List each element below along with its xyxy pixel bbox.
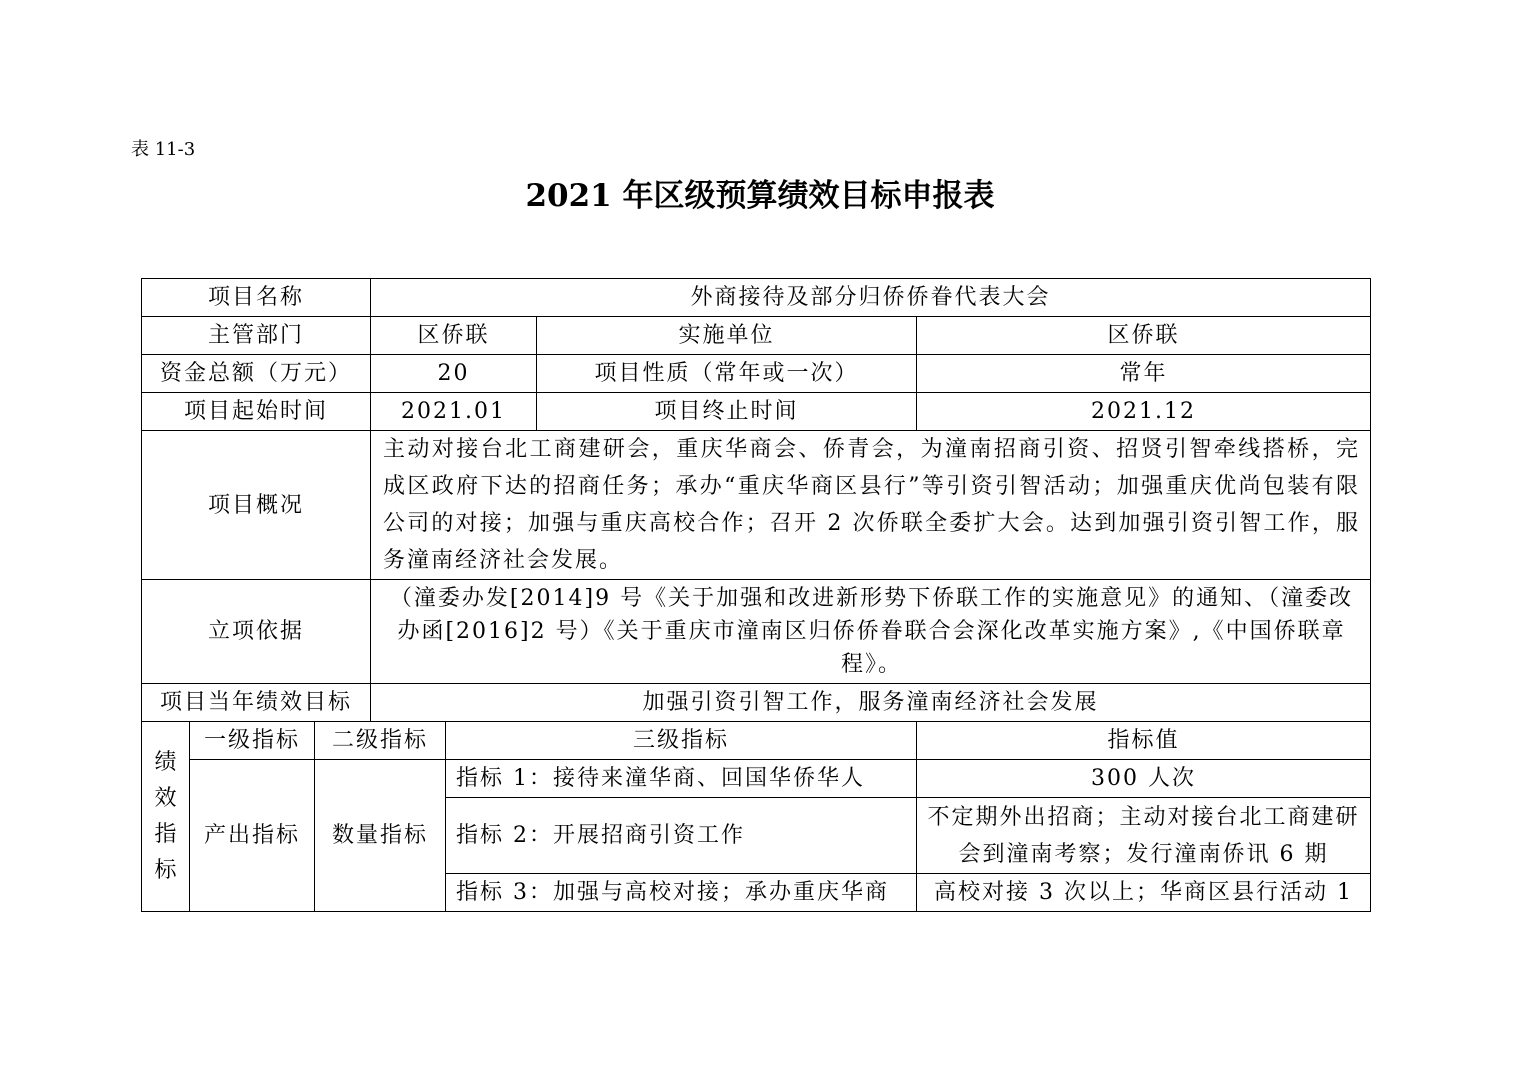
project-name-label: 项目名称 (142, 279, 371, 317)
row-dates (142, 393, 1371, 431)
indicator-value-header: 指标值 (917, 722, 1371, 760)
row-indicator-headers (142, 722, 1371, 760)
indicator-3-value: 高校对接 3 次以上；华商区县行活动 1 (917, 874, 1371, 912)
indicator-1-value: 300 人次 (917, 760, 1371, 798)
performance-indicators-text: 绩效指标 (154, 749, 177, 883)
level1-header: 一级指标 (190, 722, 315, 760)
end-date-value: 2021.12 (917, 393, 1371, 431)
level2-quantity: 数量指标 (315, 760, 446, 912)
indicator-1-name: 指标 1：接待来潼华商、回国华侨华人 (446, 760, 917, 798)
end-date-label: 项目终止时间 (537, 393, 917, 431)
project-nature-label: 项目性质（常年或一次） (537, 355, 917, 393)
implementing-unit-value: 区侨联 (917, 317, 1371, 355)
implementing-unit-label: 实施单位 (537, 317, 917, 355)
overview-label: 项目概况 (142, 431, 371, 580)
funds-total-value: 20 (371, 355, 537, 393)
indicator-2-name: 指标 2：开展招商引资工作 (446, 798, 917, 874)
annual-goal-label: 项目当年绩效目标 (142, 684, 371, 722)
start-date-label: 项目起始时间 (142, 393, 371, 431)
row-overview (142, 431, 1371, 580)
indicator-row (142, 760, 1371, 798)
row-basis (142, 580, 1371, 684)
document-title: 2021 年区级预算绩效目标申报表 (525, 178, 995, 214)
basis-value: （潼委办发[2014]9 号《关于加强和改进新形势下侨联工作的实施意见》的通知、（潼委改办函[2016]2 号）《关于重庆市潼南区归侨侨眷联合会深化改革实施方案》,《中国侨联章程》。 (371, 580, 1371, 684)
basis-label: 立项依据 (142, 580, 371, 684)
level2-header: 二级指标 (315, 722, 446, 760)
annual-goal-value: 加强引资引智工作，服务潼南经济社会发展 (371, 684, 1371, 722)
start-date-value: 2021.01 (371, 393, 537, 431)
table-number: 表 11-3 (131, 139, 196, 160)
row-funds (142, 355, 1371, 393)
row-annual-goal (142, 684, 1371, 722)
funds-total-label: 资金总额（万元） (142, 355, 371, 393)
department-value: 区侨联 (371, 317, 537, 355)
indicator-3-name: 指标 3：加强与高校对接；承办重庆华商 (446, 874, 917, 912)
performance-indicators-label (142, 722, 190, 912)
project-name-value: 外商接待及部分归侨侨眷代表大会 (371, 279, 1371, 317)
level1-output: 产出指标 (190, 760, 315, 912)
budget-performance-table (141, 278, 1371, 912)
level3-header: 三级指标 (446, 722, 917, 760)
department-label: 主管部门 (142, 317, 371, 355)
row-project-name (142, 279, 1371, 317)
row-department (142, 317, 1371, 355)
overview-value: 主动对接台北工商建研会，重庆华商会、侨青会，为潼南招商引资、招贤引智牵线搭桥，完成区政府下达的招商任务；承办“重庆华商区县行”等引资引智活动；加强重庆优尚包装有限公司的对接；加强与重庆高校合作；召开 2 次侨联全委扩大会。达到加强引资引智工作，服务潼南经济社会发展。 (371, 431, 1371, 580)
project-nature-value: 常年 (917, 355, 1371, 393)
indicator-2-value: 不定期外出招商；主动对接台北工商建研会到潼南考察；发行潼南侨讯 6 期 (917, 798, 1371, 874)
